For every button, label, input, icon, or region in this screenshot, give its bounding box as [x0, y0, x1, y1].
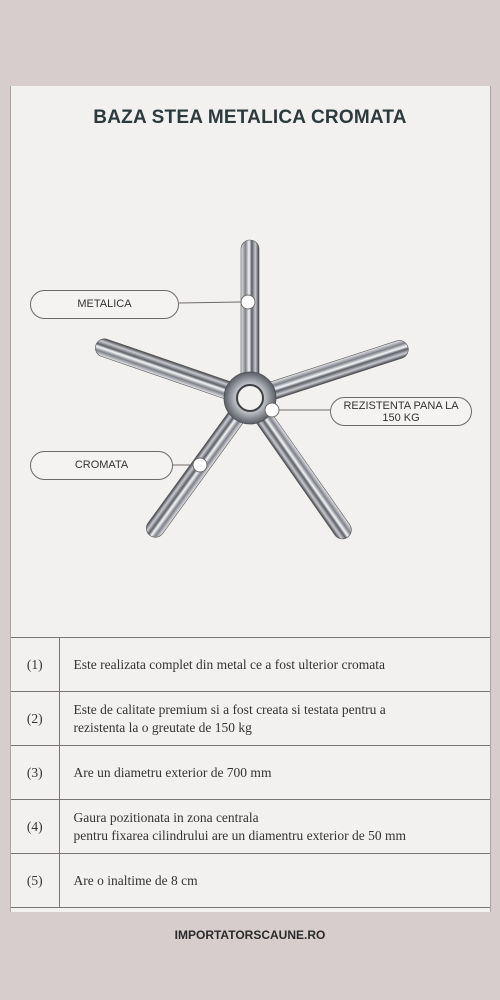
feature-description-line: pentru fixarea cilindrului are un diamentru exterior de 50 mm — [73, 827, 407, 843]
table-row — [11, 746, 490, 800]
table-row — [11, 638, 490, 692]
callout-cromata: CROMATA — [30, 451, 173, 480]
feature-description — [59, 800, 490, 854]
feature-description — [59, 692, 490, 746]
feature-description-line: rezistenta la o greutate de 150 kg — [73, 719, 252, 735]
feature-description-line: Este realizata complet din metal ce a fost ulterior cromata — [73, 656, 385, 672]
table-row — [11, 692, 490, 746]
callout-rezistenta-line1: REZISTENTA PANA LA — [343, 400, 459, 412]
feature-number: (3) — [11, 746, 59, 800]
feature-number: (2) — [11, 692, 59, 746]
feature-description — [59, 746, 490, 800]
feature-description-line: Are o inaltime de 8 cm — [73, 872, 198, 888]
feature-number: (1) — [11, 638, 59, 692]
page-title: BAZA STEA METALICA CROMATA — [93, 107, 407, 128]
feature-description-line: Are un diametru exterior de 700 mm — [73, 764, 272, 780]
feature-description — [59, 638, 490, 692]
footer-website: IMPORTATORSCAUNE.RO — [174, 928, 326, 942]
feature-description — [59, 854, 490, 908]
star-arms — [93, 240, 411, 542]
callout-metalica: METALICA — [30, 290, 179, 319]
callout-rezistenta — [330, 397, 472, 426]
feature-number: (4) — [11, 800, 59, 854]
table-row — [11, 800, 490, 854]
feature-number: (5) — [11, 854, 59, 908]
feature-description-line: Gaura pozitionata in zona centrala — [73, 809, 259, 825]
feature-description-line: Este de calitate premium si a fost creata si testata pentru a — [73, 701, 386, 717]
table-row — [11, 854, 490, 908]
features-table — [11, 637, 490, 908]
callout-rezistenta-line2: 150 KG — [382, 412, 420, 424]
